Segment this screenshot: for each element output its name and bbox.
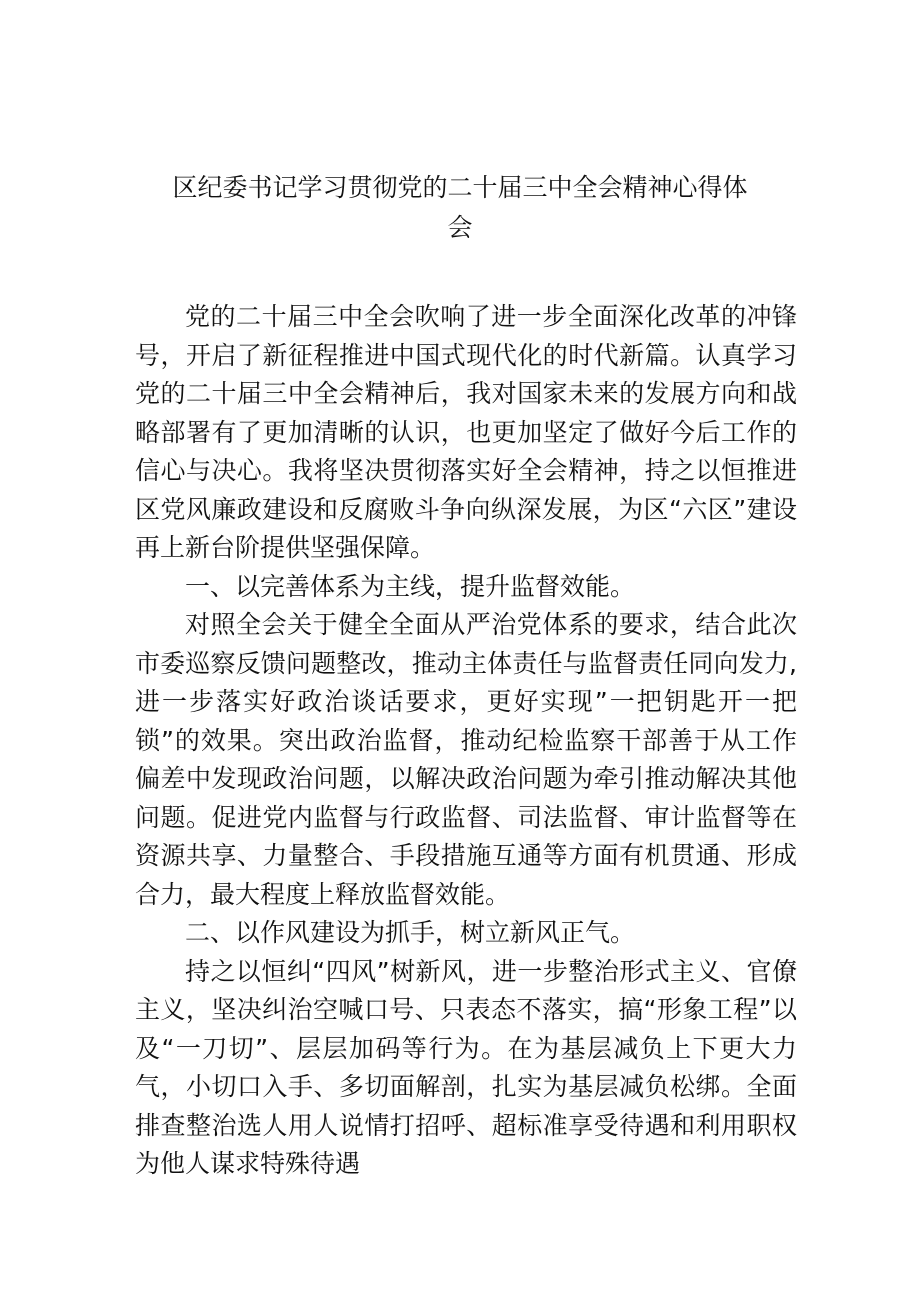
document-body bbox=[135, 298, 797, 1184]
title-line-1: 区纪委书记学习贯彻党的二十届三中全会精神心得体 bbox=[172, 173, 748, 202]
paragraph-section-2: 持之以恒纠“四风”树新风，进一步整治形式主义、官僚主义，坚决纠治空喊口号、只表态不落实，搞“形象工程”以及“一刀切”、层层加码等行为。在为基层减负上下更大力气，小切口入手、多切面解剖，扎实为基层减负松绑。全面排查整治选人用人说情打招呼、超标准享受待遇和利用职权为他人谋求特殊待遇 bbox=[135, 956, 797, 1178]
paragraph-intro: 党的二十届三中全会吹响了进一步全面深化改革的冲锋号，开启了新征程推进中国式现代化的时代新篇。认真学习党的二十届三中全会精神后，我对国家未来的发展方向和战略部署有了更加清晰的认识，也更加坚定了做好今后工作的信心与决心。我将坚决贯彻落实好全会精神，持之以恒推进区党风廉政建设和反腐败斗争向纵深发展，为区“六区”建设再上新台阶提供坚强保障。 bbox=[135, 302, 797, 562]
section-heading-2: 二、以作风建设为抓手，树立新风正气。 bbox=[185, 918, 636, 947]
section-heading-1: 一、以完善体系为主线，提升监督效能。 bbox=[185, 571, 636, 601]
paragraph-section-1: 对照全会关于健全全面从严治党体系的要求，结合此次市委巡察反馈问题整改，推动主体责任与监督责任同向发力,进一步落实好政治谈话要求，更好实现”一把钥匙开一把锁”的效果。突出政治监督，推动纪检监察干部善于从工作偏差中发现政治问题，以解决政治问题为牵引推动解决其他问题。促进党内监督与行政监督、司法监督、审计监督等在资源共享、力量整合、手段措施互通等方面有机贯通、形成合力，最大程度上释放监督效能。 bbox=[135, 610, 797, 909]
title-line-2: 会 bbox=[447, 213, 473, 242]
document-title bbox=[0, 168, 920, 248]
